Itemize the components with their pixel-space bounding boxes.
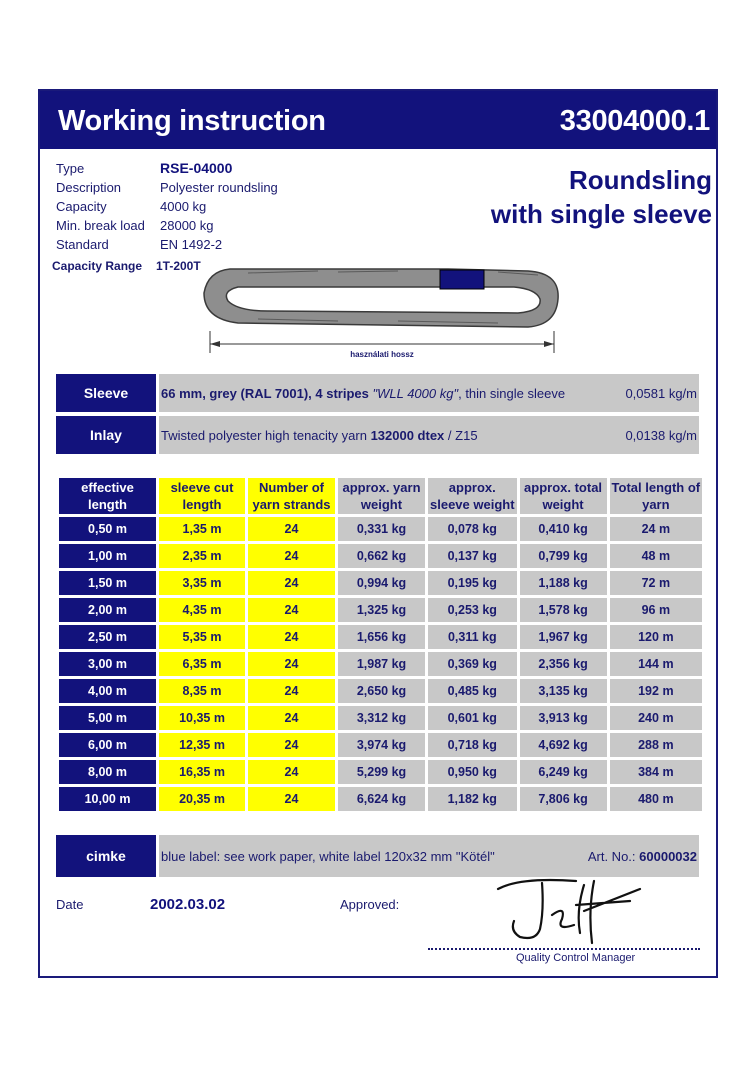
date-label: Date — [56, 897, 84, 912]
cell-sleeve-cut-length: 1,35 m — [159, 517, 245, 541]
date-value: 2002.03.02 — [150, 896, 226, 913]
cell-yarn-total-length: 288 m — [610, 733, 703, 757]
cell-yarn-total-length: 384 m — [610, 760, 703, 784]
cell-effective-length: 10,00 m — [59, 787, 156, 811]
cell-effective-length: 6,00 m — [59, 733, 156, 757]
info-value: RSE-04000 — [160, 160, 233, 176]
cell-yarn-strands: 24 — [248, 706, 335, 730]
cell-sleeve-weight: 0,718 kg — [428, 733, 517, 757]
inlay-spec — [159, 416, 699, 454]
cell-sleeve-cut-length: 3,35 m — [159, 571, 245, 595]
document-number: 33004000.1 — [559, 105, 710, 137]
cell-effective-length: 4,00 m — [59, 679, 156, 703]
cell-yarn-strands: 24 — [248, 652, 335, 676]
cell-total-weight: 2,356 kg — [520, 652, 607, 676]
inlay-text-post: / Z15 — [447, 427, 478, 443]
cell-effective-length: 0,50 m — [59, 517, 156, 541]
cell-yarn-weight: 5,299 kg — [338, 760, 425, 784]
cell-total-weight: 3,135 kg — [520, 679, 607, 703]
cell-yarn-total-length: 48 m — [610, 544, 703, 568]
cell-yarn-total-length: 72 m — [610, 571, 703, 595]
cell-sleeve-cut-length: 20,35 m — [159, 787, 245, 811]
cell-total-weight: 1,188 kg — [520, 571, 607, 595]
signature-strokes — [498, 880, 640, 943]
header-bar — [40, 91, 716, 149]
document-title: Working instruction — [58, 105, 326, 137]
cell-effective-length: 2,50 m — [59, 625, 156, 649]
inlay-text-pre: Twisted polyester high tenacity yarn — [161, 427, 367, 443]
info-key: Min. break load — [56, 218, 145, 233]
approved-label: Approved: — [340, 897, 400, 912]
table-row — [59, 625, 702, 649]
sling-data-table — [56, 475, 705, 814]
header-yarn-total-length: Total length of yarn — [611, 480, 701, 512]
sleeve-text-italic: "WLL 4000 kg" — [372, 385, 459, 401]
cell-sleeve-weight: 1,182 kg — [428, 787, 517, 811]
cell-yarn-strands: 24 — [248, 679, 335, 703]
info-key: Description — [56, 180, 122, 195]
product-title-line1: Roundsling — [569, 165, 712, 195]
table-row — [59, 733, 702, 757]
info-key: Capacity — [56, 199, 107, 214]
capacity-range-key: Capacity Range — [52, 259, 143, 273]
table-row — [59, 571, 702, 595]
cimke-art-no — [588, 849, 697, 864]
cell-sleeve-weight: 0,195 kg — [428, 571, 517, 595]
cell-yarn-strands: 24 — [248, 598, 335, 622]
info-value: EN 1492-2 — [160, 237, 223, 252]
cell-yarn-weight: 0,662 kg — [338, 544, 425, 568]
cell-sleeve-cut-length: 6,35 m — [159, 652, 245, 676]
info-value: 4000 kg — [160, 199, 207, 214]
cell-total-weight: 1,578 kg — [520, 598, 607, 622]
cell-yarn-total-length: 480 m — [610, 787, 703, 811]
header-yarn-strands: Number of yarn strands — [248, 478, 335, 514]
cell-yarn-total-length: 96 m — [610, 598, 703, 622]
cimke-text: blue label: see work paper, white label 120x32 mm "Kötél" — [161, 848, 495, 864]
sling-inner-loop — [226, 287, 540, 313]
signature-image — [480, 871, 660, 947]
cell-effective-length: 1,00 m — [59, 544, 156, 568]
cell-yarn-weight: 1,987 kg — [338, 652, 425, 676]
cell-yarn-weight: 0,994 kg — [338, 571, 425, 595]
header-sleeve-cut-length: sleeve cut length — [159, 478, 245, 514]
cell-sleeve-cut-length: 16,35 m — [159, 760, 245, 784]
info-key: Standard — [56, 237, 109, 252]
cell-yarn-total-length: 144 m — [610, 652, 703, 676]
cell-sleeve-cut-length: 5,35 m — [159, 625, 245, 649]
table-row — [59, 679, 702, 703]
blue-label-icon — [440, 270, 484, 289]
cell-sleeve-cut-length: 10,35 m — [159, 706, 245, 730]
cell-sleeve-weight: 0,253 kg — [428, 598, 517, 622]
cell-sleeve-weight: 0,311 kg — [428, 625, 517, 649]
cell-sleeve-cut-length: 2,35 m — [159, 544, 245, 568]
cell-effective-length: 3,00 m — [59, 652, 156, 676]
capacity-range-value: 1T-200T — [156, 259, 201, 273]
cell-effective-length: 2,00 m — [59, 598, 156, 622]
header-yarn-weight: approx. yarn weight — [338, 478, 425, 514]
header-total-weight: approx. total weight — [520, 478, 607, 514]
cell-yarn-strands: 24 — [248, 787, 335, 811]
table-row — [59, 706, 702, 730]
cell-sleeve-weight: 0,950 kg — [428, 760, 517, 784]
cell-total-weight: 7,806 kg — [520, 787, 607, 811]
table-row — [59, 652, 702, 676]
info-value: 28000 kg — [160, 218, 214, 233]
cell-effective-length: 5,00 m — [59, 706, 156, 730]
cell-total-weight: 4,692 kg — [520, 733, 607, 757]
signature-line — [428, 948, 700, 950]
header-effective-length: effective length — [59, 478, 156, 514]
table-row — [59, 544, 702, 568]
art-no-prefix: Art. No.: — [587, 848, 636, 864]
sleeve-text-bold: 66 mm, grey (RAL 7001), 4 stripes — [161, 385, 369, 401]
sleeve-weight: 0,0581 kg/m — [625, 385, 697, 401]
cell-yarn-weight: 0,331 kg — [338, 517, 425, 541]
table-row — [59, 517, 702, 541]
cell-sleeve-cut-length: 4,35 m — [159, 598, 245, 622]
approver-role: Quality Control Manager — [516, 952, 636, 964]
cell-yarn-strands: 24 — [248, 517, 335, 541]
table-header-row — [59, 478, 702, 514]
working-instruction-sheet — [38, 89, 718, 978]
cell-yarn-weight: 2,650 kg — [338, 679, 425, 703]
cell-yarn-strands: 24 — [248, 544, 335, 568]
cell-yarn-strands: 24 — [248, 760, 335, 784]
cell-yarn-weight: 3,974 kg — [338, 733, 425, 757]
sleeve-text-rest: , thin single sleeve — [458, 385, 566, 401]
cell-sleeve-weight: 0,078 kg — [428, 517, 517, 541]
header-sleeve-weight: approx. sleeve weight — [430, 480, 515, 512]
cell-yarn-weight: 1,325 kg — [338, 598, 425, 622]
cell-yarn-weight: 1,656 kg — [338, 625, 425, 649]
cimke-label: cimke — [56, 835, 156, 877]
cell-yarn-total-length: 240 m — [610, 706, 703, 730]
inlay-label: Inlay — [56, 416, 156, 454]
cell-total-weight: 1,967 kg — [520, 625, 607, 649]
capacity-range — [52, 259, 201, 273]
cell-yarn-strands: 24 — [248, 625, 335, 649]
cell-sleeve-cut-length: 8,35 m — [159, 679, 245, 703]
cell-total-weight: 6,249 kg — [520, 760, 607, 784]
cell-sleeve-weight: 0,137 kg — [428, 544, 517, 568]
cell-total-weight: 3,913 kg — [520, 706, 607, 730]
cell-effective-length: 1,50 m — [59, 571, 156, 595]
cell-sleeve-weight: 0,601 kg — [428, 706, 517, 730]
cell-yarn-total-length: 120 m — [610, 625, 703, 649]
cell-yarn-weight: 3,312 kg — [338, 706, 425, 730]
cell-effective-length: 8,00 m — [59, 760, 156, 784]
info-value: Polyester roundsling — [160, 180, 278, 195]
cell-sleeve-weight: 0,369 kg — [428, 652, 517, 676]
cell-yarn-strands: 24 — [248, 571, 335, 595]
cell-yarn-total-length: 192 m — [610, 679, 703, 703]
dimension-arrow-right — [544, 341, 554, 347]
cell-total-weight: 0,410 kg — [520, 517, 607, 541]
dimension-label: használati hossz — [350, 350, 414, 359]
table-row — [59, 598, 702, 622]
sleeve-spec — [159, 374, 699, 412]
info-key: Type — [56, 161, 85, 176]
table-row — [59, 787, 702, 811]
cell-yarn-total-length: 24 m — [610, 517, 703, 541]
inlay-weight: 0,0138 kg/m — [625, 427, 697, 443]
cell-total-weight: 0,799 kg — [520, 544, 607, 568]
product-title-line2: with single sleeve — [490, 199, 712, 229]
cell-yarn-weight: 6,624 kg — [338, 787, 425, 811]
roundsling-illustration — [198, 259, 566, 363]
cell-sleeve-weight: 0,485 kg — [428, 679, 517, 703]
table-row — [59, 760, 702, 784]
art-no-number: 60000032 — [639, 848, 697, 864]
inlay-text-bold: 132000 dtex — [370, 427, 445, 443]
dimension-arrow-left — [210, 341, 220, 347]
sleeve-label: Sleeve — [56, 374, 156, 412]
cell-yarn-strands: 24 — [248, 733, 335, 757]
cell-sleeve-cut-length: 12,35 m — [159, 733, 245, 757]
